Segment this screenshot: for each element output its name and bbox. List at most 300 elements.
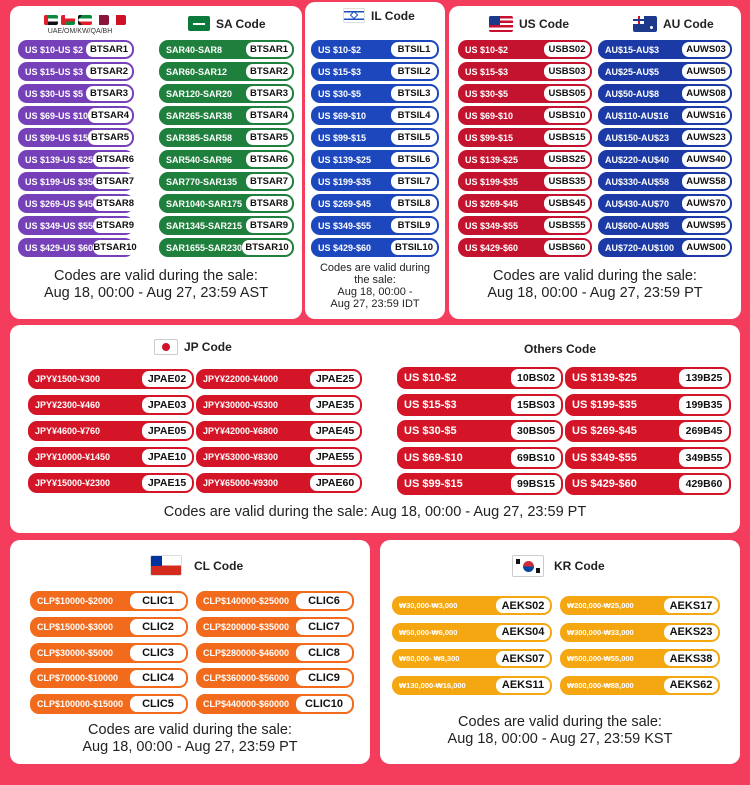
cl-right-code-row[interactable]: [196, 591, 354, 611]
discount-range: CLP$360000-$56000: [203, 673, 290, 684]
coupon-code[interactable]: AUWS23: [682, 130, 730, 145]
coupon-code[interactable]: BTSAR1: [86, 42, 132, 57]
sa-right-code-row[interactable]: [159, 194, 294, 213]
coupon-code[interactable]: AUWS00: [682, 240, 730, 255]
sa-note-line2: Aug 18, 00:00 - Aug 27, 23:59 AST: [43, 285, 269, 301]
sa-left-code-row[interactable]: [18, 172, 134, 191]
coupon-code[interactable]: USBS45: [544, 196, 590, 211]
discount-range: JPY¥53000-¥8300: [203, 452, 279, 462]
discount-range: US $349-$55: [465, 220, 519, 231]
coupon-code[interactable]: 199B35: [679, 396, 729, 414]
coupon-code[interactable]: BTSAR3: [246, 86, 292, 101]
discount-range: US $69-US $10: [25, 110, 89, 121]
coupon-code[interactable]: BTSAR10: [93, 242, 137, 253]
jp-others-validity-note: Codes are valid during the sale: Aug 18, 00:00 - Aug 27, 23:59 PT: [163, 504, 587, 520]
coupon-code[interactable]: CLIC7: [296, 619, 352, 635]
discount-range: ₩30,000-₩3,000: [399, 601, 458, 610]
oth-left-code-row[interactable]: [397, 367, 563, 389]
coupon-code[interactable]: 69BS10: [511, 449, 561, 467]
korea-flag-icon: [512, 555, 544, 577]
coupon-code[interactable]: CLIC4: [130, 670, 186, 686]
kr-right-code-row[interactable]: [560, 596, 720, 615]
usau-validity-note: [449, 268, 741, 302]
coupon-code[interactable]: BTSAR9: [246, 218, 292, 233]
sa-left-code-row[interactable]: [18, 40, 134, 59]
discount-range: US $269-$45: [318, 198, 372, 209]
kr-code-title: KR Code: [554, 559, 605, 573]
discount-range: US $15-$3: [318, 66, 362, 77]
oth-right-code-row[interactable]: [565, 420, 731, 442]
kr-note-line1: Codes are valid during the sale:: [458, 714, 662, 730]
coupon-code[interactable]: USBS02: [544, 42, 590, 57]
coupon-code[interactable]: BTSIL6: [391, 152, 437, 167]
il-note-line4: Aug 27, 23:59 IDT: [330, 298, 420, 310]
il-list-code-row[interactable]: [311, 150, 439, 169]
jp-code-header: [154, 339, 232, 355]
discount-range: US $15-US $3: [25, 66, 84, 77]
discount-range: US $30-$5: [404, 425, 457, 437]
discount-range: JPY¥1500-¥300: [35, 374, 101, 384]
coupon-code[interactable]: AUWS03: [682, 42, 730, 57]
il-list-code-row[interactable]: [311, 194, 439, 213]
jp-left-code-row[interactable]: [28, 421, 194, 441]
discount-range: US $99-US $15: [25, 132, 89, 143]
coupon-code[interactable]: AEKS23: [664, 625, 718, 640]
coupon-code[interactable]: JPAE35: [310, 397, 360, 413]
others-code-title: Others Code: [524, 342, 597, 356]
kr-left-code-row[interactable]: [392, 623, 552, 642]
kr-right-code-row[interactable]: [560, 649, 720, 668]
coupon-code[interactable]: BTSIL4: [391, 108, 437, 123]
au-list-code-row[interactable]: [598, 62, 732, 81]
coupon-code[interactable]: BTSIL3: [391, 86, 437, 101]
jp-left-code-row[interactable]: [28, 473, 194, 493]
discount-range: CLP$15000-$3000: [37, 621, 114, 632]
cl-left-code-row[interactable]: [30, 617, 188, 637]
coupon-code[interactable]: BTSIL8: [391, 196, 437, 211]
sa-panel: [10, 6, 302, 319]
mideast-subtitle: UAE/OM/KW/QA/BH: [47, 28, 113, 35]
discount-range: US $429-$60: [465, 242, 519, 253]
discount-range: JPY¥2300-¥460: [35, 400, 101, 410]
discount-range: US $30-$5: [318, 88, 362, 99]
coupon-code[interactable]: BTSAR2: [246, 64, 292, 79]
au-list-code-row[interactable]: [598, 150, 732, 169]
discount-range: US $10-$2: [404, 372, 457, 384]
sa-right-code-row[interactable]: [159, 62, 294, 81]
coupon-code[interactable]: AUWS58: [682, 174, 730, 189]
coupon-code[interactable]: AEKS38: [664, 651, 718, 666]
coupon-code[interactable]: USBS15: [544, 130, 590, 145]
coupon-code[interactable]: JPAE03: [142, 397, 192, 413]
coupon-code[interactable]: CLIC3: [130, 645, 186, 661]
coupon-code[interactable]: USBS03: [544, 64, 590, 79]
us-list-code-row[interactable]: [458, 106, 592, 125]
discount-range: SAR1345-SAR215: [166, 220, 243, 231]
coupon-code[interactable]: BTSIL1: [391, 42, 437, 57]
discount-range: US $139-$25: [572, 372, 637, 384]
coupon-code[interactable]: BTSAR9: [93, 218, 137, 233]
discount-range: US $269-$45: [465, 198, 519, 209]
discount-range: ₩200,000-₩25,000: [567, 601, 634, 610]
sa-right-code-row[interactable]: [159, 150, 294, 169]
discount-range: ₩130,000-₩16,000: [399, 680, 466, 690]
discount-range: ₩50,000-₩6,000: [399, 627, 458, 637]
oth-left-code-row[interactable]: [397, 420, 563, 442]
sa-left-code-row[interactable]: [18, 62, 134, 81]
discount-range: ₩300,000-₩33,000: [567, 627, 634, 637]
coupon-code[interactable]: AEKS11: [496, 678, 550, 693]
coupon-code[interactable]: BTSAR8: [93, 196, 137, 211]
au-list-code-row[interactable]: [598, 106, 732, 125]
us-list-code-row[interactable]: [458, 40, 592, 59]
discount-range: US $99-$15: [404, 478, 463, 490]
coupon-code[interactable]: AEKS04: [496, 625, 550, 640]
discount-range: US $429-$60: [572, 478, 637, 490]
coupon-code[interactable]: AUWS95: [682, 218, 730, 233]
discount-range: US $10-$2: [318, 44, 362, 55]
sa-left-code-row[interactable]: [18, 150, 134, 169]
coupon-code[interactable]: CLIC10: [296, 696, 352, 712]
sa-right-code-row[interactable]: [159, 40, 294, 59]
il-list-code-row[interactable]: [311, 128, 439, 147]
us-list-code-row[interactable]: [458, 194, 592, 213]
discount-range: CLP$440000-$60000: [203, 699, 290, 710]
discount-range: SAR385-SAR58: [166, 132, 233, 143]
kr-panel: [380, 540, 740, 764]
usa-flag-icon: [489, 16, 513, 32]
kr-code-header: [512, 555, 605, 577]
discount-range: CLP$280000-$46000: [203, 647, 290, 658]
discount-range: ₩500,000-₩55,000: [567, 654, 634, 663]
discount-range: US $199-US $35: [25, 176, 94, 187]
coupon-code[interactable]: 99BS15: [511, 475, 561, 493]
au-list-code-row[interactable]: [598, 238, 732, 257]
discount-range: SAR540-SAR96: [166, 154, 233, 165]
coupon-code[interactable]: BTSAR4: [88, 108, 132, 123]
il-list-code-row[interactable]: [311, 216, 439, 235]
sa-left-code-row[interactable]: [18, 238, 137, 257]
discount-range: US $349-US $55: [25, 220, 94, 231]
coupon-code[interactable]: USBS35: [544, 174, 590, 189]
il-list-code-row[interactable]: [311, 84, 439, 103]
cl-note-line2: Aug 18, 00:00 - Aug 27, 23:59 PT: [82, 739, 298, 755]
kr-right-code-row[interactable]: [560, 676, 720, 695]
jp-left-code-row[interactable]: [28, 447, 194, 467]
qatar-flag-icon: [95, 15, 109, 25]
coupon-code[interactable]: CLIC6: [296, 593, 352, 609]
discount-range: CLP$10000-$2000: [37, 596, 114, 606]
cl-right-code-row[interactable]: [196, 617, 354, 637]
discount-range: US $199-$35: [465, 176, 519, 187]
il-note-line1: Codes are valid during: [319, 262, 431, 274]
kr-validity-note: [380, 714, 740, 748]
sa-left-code-row[interactable]: [18, 216, 134, 235]
discount-range: AU$330-AU$58: [605, 176, 670, 187]
sa-right-code-row[interactable]: [159, 106, 294, 125]
coupon-code[interactable]: BTSIL5: [391, 130, 437, 145]
us-list-code-row[interactable]: [458, 172, 592, 191]
cl-left-code-row[interactable]: [30, 694, 188, 714]
coupon-code[interactable]: AEKS17: [664, 598, 718, 613]
usau-note-line2: Aug 18, 00:00 - Aug 27, 23:59 PT: [487, 285, 703, 301]
oth-left-code-row[interactable]: [397, 394, 563, 416]
discount-range: AU$110-AU$16: [605, 110, 669, 121]
jp-right-code-row[interactable]: [196, 369, 362, 389]
il-validity-note: [305, 262, 445, 310]
discount-range: US $199-$35: [318, 176, 372, 187]
coupon-code[interactable]: BTSAR6: [246, 152, 292, 167]
coupon-code[interactable]: AEKS62: [664, 678, 718, 693]
coupon-code[interactable]: 10BS02: [511, 369, 561, 387]
cl-note-line1: Codes are valid during the sale:: [88, 722, 292, 738]
coupon-code[interactable]: BTSIL10: [391, 240, 437, 255]
coupon-code[interactable]: JPAE10: [142, 449, 192, 465]
discount-range: US $429-US $60: [25, 242, 94, 253]
il-list-code-row[interactable]: [311, 238, 439, 257]
jp-right-code-row[interactable]: [196, 473, 362, 493]
coupon-code[interactable]: BTSAR7: [246, 174, 292, 189]
australia-flag-icon: [633, 16, 657, 32]
coupon-code[interactable]: JPAE60: [310, 475, 360, 491]
jp-code-title: JP Code: [184, 340, 232, 354]
il-list-code-row[interactable]: [311, 62, 439, 81]
coupon-code[interactable]: JPAE45: [310, 423, 360, 439]
oth-right-code-row[interactable]: [565, 367, 731, 389]
cl-left-code-row[interactable]: [30, 643, 188, 663]
coupon-code[interactable]: CLIC8: [296, 645, 352, 661]
discount-range: CLP$70000-$10000: [37, 673, 119, 684]
coupon-code[interactable]: BTSAR10: [242, 240, 292, 255]
discount-range: CLP$200000-$35000: [203, 621, 290, 632]
il-code-title: IL Code: [371, 8, 415, 23]
coupon-code[interactable]: AUWS08: [682, 86, 730, 101]
bahrain-flag-icon: [112, 15, 126, 25]
coupon-code[interactable]: BTSAR8: [246, 196, 292, 211]
coupon-code[interactable]: CLIC5: [130, 696, 186, 712]
discount-range: SAR1040-SAR175: [166, 198, 243, 209]
discount-range: US $15-$3: [404, 398, 457, 411]
discount-range: US $69-$10: [318, 110, 367, 121]
discount-range: US $30-US $5: [25, 88, 84, 99]
au-list-code-row[interactable]: [598, 194, 732, 213]
coupon-code[interactable]: 15BS03: [511, 396, 561, 414]
us-code-header: [489, 16, 569, 32]
jp-left-code-row[interactable]: [28, 395, 194, 415]
coupon-code[interactable]: CLIC9: [296, 670, 352, 686]
coupon-code[interactable]: AUWS70: [682, 196, 730, 211]
kr-right-code-row[interactable]: [560, 623, 720, 642]
discount-range: AU$25-AU$5: [605, 66, 660, 77]
discount-range: US $349-$55: [318, 220, 372, 231]
discount-range: JPY¥65000-¥9300: [203, 478, 279, 488]
au-list-code-row[interactable]: [598, 40, 732, 59]
sa-left-code-row[interactable]: [18, 84, 134, 103]
discount-range: JPY¥4600-¥760: [35, 426, 101, 436]
coupon-code[interactable]: USBS60: [544, 240, 590, 255]
sa-right-code-row[interactable]: [159, 128, 294, 147]
discount-range: US $10-US $2: [25, 44, 84, 55]
coupon-code[interactable]: BTSIL9: [391, 218, 437, 233]
coupon-code[interactable]: 429B60: [679, 475, 729, 493]
sa-left-code-row[interactable]: [18, 128, 134, 147]
discount-range: AU$430-AU$70: [605, 198, 670, 209]
sa-right-code-row[interactable]: [159, 84, 294, 103]
kr-left-code-row[interactable]: [392, 676, 552, 695]
coupon-code[interactable]: JPAE02: [142, 371, 192, 387]
coupon-code[interactable]: BTSAR5: [88, 130, 132, 145]
discount-range: ₩80,000- ₩8,300: [399, 654, 460, 663]
discount-range: US $30-$5: [465, 88, 509, 99]
coupon-code[interactable]: CLIC2: [130, 619, 186, 635]
sa-right-code-row[interactable]: [159, 238, 294, 257]
kr-left-code-row[interactable]: [392, 596, 552, 615]
discount-range: JPY¥42000-¥6800: [203, 426, 279, 436]
oth-left-code-row[interactable]: [397, 473, 563, 495]
discount-range: US $99-$15: [465, 132, 514, 143]
coupon-code[interactable]: USBS55: [544, 218, 590, 233]
sa-code-header: [188, 16, 266, 31]
usau-note-line1: Codes are valid during the sale:: [493, 268, 697, 284]
discount-range: CLP$30000-$5000: [37, 647, 114, 658]
us-list-code-row[interactable]: [458, 150, 592, 169]
cl-right-code-row[interactable]: [196, 668, 354, 688]
discount-range: SAR1655-SAR230: [166, 242, 243, 253]
kr-left-code-row[interactable]: [392, 649, 552, 668]
cl-right-code-row[interactable]: [196, 694, 354, 714]
japan-flag-icon: [154, 339, 178, 355]
jp-right-code-row[interactable]: [196, 447, 362, 467]
au-list-code-row[interactable]: [598, 128, 732, 147]
discount-range: US $139-$25: [318, 154, 372, 165]
au-list-code-row[interactable]: [598, 216, 732, 235]
coupon-code[interactable]: BTSAR6: [93, 152, 137, 167]
us-list-code-row[interactable]: [458, 84, 592, 103]
us-list-code-row[interactable]: [458, 216, 592, 235]
coupon-code[interactable]: USBS25: [544, 152, 590, 167]
discount-range: JPY¥22000-¥4000: [203, 374, 279, 384]
jp-others-panel: [10, 325, 740, 533]
coupon-code[interactable]: USBS05: [544, 86, 590, 101]
discount-range: JPY¥10000-¥1450: [35, 452, 111, 462]
coupon-code[interactable]: AUWS40: [682, 152, 730, 167]
oth-right-code-row[interactable]: [565, 473, 731, 495]
coupon-code[interactable]: JPAE05: [142, 423, 192, 439]
au-list-code-row[interactable]: [598, 172, 732, 191]
oth-right-code-row[interactable]: [565, 394, 731, 416]
coupon-code[interactable]: BTSAR4: [246, 108, 292, 123]
il-note-line2: the sale:: [354, 274, 396, 286]
il-list-code-row[interactable]: [311, 172, 439, 191]
discount-range: AU$50-AU$8: [605, 88, 660, 99]
coupon-code[interactable]: 349B55: [679, 449, 729, 467]
jp-left-code-row[interactable]: [28, 369, 194, 389]
coupon-code[interactable]: AEKS02: [496, 598, 550, 613]
coupon-code[interactable]: BTSIL7: [391, 174, 437, 189]
coupon-code[interactable]: AEKS07: [496, 651, 550, 666]
au-list-code-row[interactable]: [598, 84, 732, 103]
discount-range: AU$220-AU$40: [605, 154, 670, 165]
discount-range: JPY¥15000-¥2300: [35, 478, 111, 488]
us-list-code-row[interactable]: [458, 62, 592, 81]
discount-range: ₩800,000-₩88,000: [567, 680, 634, 690]
oman-flag-icon: [61, 15, 75, 25]
sa-validity-note: [10, 268, 302, 302]
cl-left-code-row[interactable]: [30, 591, 188, 611]
discount-range: AU$600-AU$95: [605, 220, 670, 231]
discount-range: US $199-$35: [572, 398, 637, 411]
il-list-code-row[interactable]: [311, 106, 439, 125]
coupon-code[interactable]: BTSAR5: [246, 130, 292, 145]
uae-flag-icon: [44, 15, 58, 25]
cl-left-code-row[interactable]: [30, 668, 188, 688]
discount-range: US $349-$55: [572, 451, 637, 464]
oth-left-code-row[interactable]: [397, 447, 563, 469]
oth-right-code-row[interactable]: [565, 447, 731, 469]
discount-range: US $99-$15: [318, 132, 367, 143]
discount-range: SAR265-SAR38: [166, 110, 233, 121]
coupon-code[interactable]: 269B45: [679, 422, 729, 440]
coupon-code[interactable]: BTSIL2: [391, 64, 437, 79]
coupon-code[interactable]: BTSAR3: [86, 86, 132, 101]
us-code-title: US Code: [519, 17, 570, 31]
discount-range: US $10-$2: [465, 44, 509, 55]
coupon-code[interactable]: JPAE15: [142, 475, 192, 491]
coupon-code[interactable]: CLIC1: [130, 593, 186, 609]
cl-right-code-row[interactable]: [196, 643, 354, 663]
discount-range: AU$150-AU$23: [605, 132, 670, 143]
cl-code-title: CL Code: [194, 558, 244, 573]
coupon-code[interactable]: JPAE25: [310, 371, 360, 387]
au-code-title: AU Code: [663, 17, 714, 31]
coupon-code[interactable]: BTSAR1: [246, 42, 292, 57]
coupon-code[interactable]: BTSAR2: [86, 64, 132, 79]
discount-range: US $69-$10: [465, 110, 514, 121]
il-list-code-row[interactable]: [311, 40, 439, 59]
coupon-code[interactable]: USBS10: [544, 108, 590, 123]
jp-right-code-row[interactable]: [196, 421, 362, 441]
sa-right-code-row[interactable]: [159, 172, 294, 191]
discount-range: CLP$100000-$15000: [37, 699, 124, 710]
cl-code-header: [150, 555, 243, 576]
il-panel: [305, 2, 445, 319]
discount-range: SAR120-SAR20: [166, 88, 233, 99]
discount-range: JPY¥30000-¥5300: [203, 400, 279, 410]
coupon-code[interactable]: BTSAR7: [93, 174, 137, 189]
discount-range: US $429-$60: [318, 242, 372, 253]
us-list-code-row[interactable]: [458, 238, 592, 257]
coupon-code[interactable]: AUWS16: [682, 108, 730, 123]
discount-range: SAR40-SAR8: [166, 44, 223, 55]
discount-range: AU$15-AU$3: [605, 44, 660, 55]
jp-right-code-row[interactable]: [196, 395, 362, 415]
coupon-code[interactable]: 139B25: [679, 369, 729, 387]
sa-right-code-row[interactable]: [159, 216, 294, 235]
coupon-code[interactable]: JPAE55: [310, 449, 360, 465]
sa-code-title: SA Code: [216, 16, 266, 31]
coupon-code[interactable]: 30BS05: [511, 422, 561, 440]
us-list-code-row[interactable]: [458, 128, 592, 147]
coupon-code[interactable]: AUWS05: [682, 64, 730, 79]
discount-range: US $269-US $45: [25, 198, 94, 209]
discount-range: US $139-$25: [465, 154, 519, 165]
chile-flag-icon: [150, 555, 182, 576]
discount-range: AU$720-AU$100: [605, 242, 675, 253]
il-code-header: [343, 8, 415, 23]
sa-left-code-row[interactable]: [18, 194, 134, 213]
sa-left-code-row[interactable]: [18, 106, 134, 125]
discount-range: US $69-$10: [404, 451, 463, 464]
